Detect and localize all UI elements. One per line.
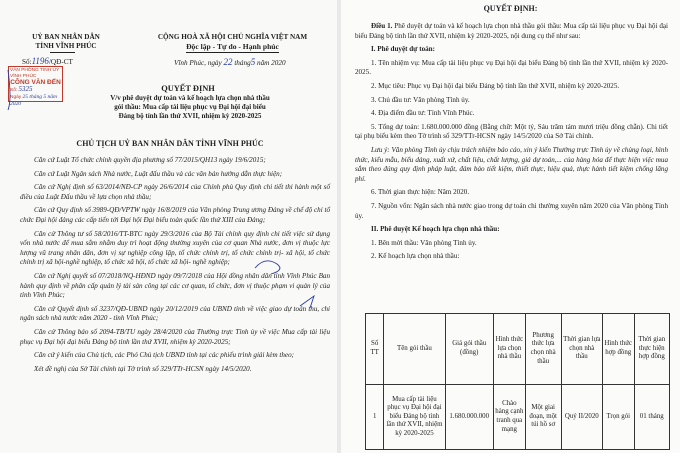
org-line1: UỶ BAN NHÂN DÂN: [32, 33, 100, 41]
table-header-cell: Giá gói thầu (đồng): [445, 314, 493, 385]
estimate-item: 1. Tên nhiệm vụ: Mua cấp tài liệu phục vụ Đại hội đại biểu Đảng bộ tỉnh lần thứ XVII, nhiệm kỳ 2020-2025.: [355, 58, 668, 77]
table-cell: Một giai đoạn, một túi hồ sơ: [525, 385, 561, 450]
basis-paragraph: Căn cứ ý kiến của Chủ tịch, các Phó Chủ tịch UBND tỉnh tại các phiếu trình giải kèm theo;: [34, 351, 294, 360]
table-cell: 1.680.000.000: [445, 385, 493, 450]
estimate-item: 6. Thời gian thực hiện: Năm 2020.: [371, 188, 470, 197]
estimate-item: 7. Nguồn vốn: Ngân sách nhà nước giao trong dự toán chi thường xuyên năm 2020 của Văn phòng Tỉnh ủy.: [355, 201, 668, 220]
table-cell: 1: [366, 385, 384, 450]
table-cell: Quý II/2020: [561, 385, 602, 450]
basis-paragraph: Xét đề nghị của Sở Tài chính tại Tờ trình số 329/TTr-HCSN ngày 14/5/2020.: [34, 364, 252, 373]
plan-item: 1. Bên mời thầu: Văn phòng Tỉnh ủy.: [371, 238, 477, 247]
basis-paragraph: Căn cứ Nghị quyết số 07/2018/NQ-HĐND ngày 09/7/2018 của Hội đồng nhân dân tỉnh Vĩnh Phúc Ban hành quy định về phân cấp quản lý tài sản công tại các cơ quan, tổ chức, đơn vị thuộc phạm vi quản lý của tỉnh Vĩnh Phúc;: [20, 271, 330, 300]
plan-item: 2. Kế hoạch lựa chọn nhà thầu:: [371, 252, 460, 261]
section-II-heading: II. Phê duyệt Kế hoạch lựa chọn nhà thầu:: [371, 225, 500, 234]
org-line2: TỈNH VĨNH PHÚC: [35, 42, 97, 50]
decision-body: [355, 22, 668, 262]
contractor-plan-table: [365, 313, 670, 450]
table-header-cell: Thời gian thực hiện hợp đồng: [634, 314, 669, 385]
handwritten-marks: [0, 0, 337, 453]
table-header-cell: Tên gói thầu: [384, 314, 445, 385]
estimate-item: 3. Chủ đầu tư: Văn phòng Tỉnh ủy.: [371, 95, 470, 104]
estimate-item: 4. Địa điểm đầu tư: Tỉnh Vĩnh Phúc.: [371, 109, 475, 118]
table-header-row: [366, 314, 670, 385]
decision-title: QUYẾT ĐỊNH:: [483, 4, 538, 13]
table-header-cell: Hình thức lựa chọn nhà thầu: [493, 314, 525, 385]
table-header-cell: Phương thức lựa chọn nhà thầu: [525, 314, 561, 385]
basis-paragraph: Căn cứ Quyết định số 3237/QĐ-UBND ngày 20/12/2019 của UBND tỉnh về việc giao dự toán thu, chi ngân sách nhà nước năm 2020 - tỉnh Vĩnh Phúc;: [20, 304, 330, 323]
estimate-item: 2. Mục tiêu: Phục vụ Đại hội đại biểu Đảng bộ tỉnh lần thứ XVII, nhiệm kỳ 2020-2025.: [371, 81, 620, 90]
doc-title: QUYẾT ĐỊNH: [161, 84, 215, 93]
table-header-cell: Thời gian lựa chọn nhà thầu: [561, 314, 602, 385]
date-day-handwritten: 22: [223, 57, 233, 67]
section-I-heading: I. Phê duyệt dự toán:: [371, 45, 435, 54]
table-cell: 01 tháng: [634, 385, 669, 450]
table-header-cell: Hình thức hợp đồng: [602, 314, 634, 385]
table-cell: Trọn gói: [602, 385, 634, 450]
table-cell: Chào hàng cạnh tranh qua mạng: [493, 385, 525, 450]
basis-paragraph: Căn cứ Thông báo số 2094-TB/TU ngày 28/4/2020 của Thường trực Tỉnh ủy về việc Mua cấp tài liệu phục vụ Đại hội đại biểu Đảng bộ tỉnh lần thứ XVII, nhiệm kỳ 2020-2025;: [20, 327, 330, 346]
national-motto-line2: Độc lập - Tự do - Hạnh phúc: [186, 42, 279, 51]
note-paragraph: Lưu ý: Văn phòng Tỉnh ủy chịu trách nhiệm báo cáo, xin ý kiến Thường trực Tỉnh ủy về chủng loại, hình thức, kiểu mẫu, biểu dáng, xuất xứ, chất liệu, chất lượng, giá dự toán,... của hàng hóa để thực hiện việc mua sắm theo đúng quy định pháp luật, đảm bảo tiết kiệm, thiết thực, hiệu quả, thực hành tiết kiệm chống lãng phí.: [355, 145, 668, 183]
doc-number-handwritten: 1196: [31, 56, 49, 66]
basis-paragraph: Căn cứ Luật Ngân sách Nhà nước, Luật đấu thầu và các văn bản hướng dẫn thực hiện;: [34, 169, 283, 178]
article-1: Điều 1. Phê duyệt dự toán và kế hoạch lựa chọn nhà thầu gói thầu: Mua cấp tài liệu phục vụ Đại hội đại biểu Đảng bộ tỉnh lần thứ XVII, nhiệm kỳ 2020-2025, nội dung cụ thể như sau:: [355, 22, 668, 40]
table-row: [366, 385, 670, 450]
basis-paragraph: Căn cứ Thông tư số 58/2016/TT-BTC ngày 29/3/2016 của Bộ Tài chính quy định chi tiết việc sử dụng vốn nhà nước để mua sắm nhằm duy trì hoạt động thường xuyên của cơ quan Nhà nước, đơn vị thuộc lực lượng vũ trang nhân dân, đơn vị sự nghiệp công lập, tổ chức chính trị, tổ chức chính trị- xã hội, tổ chức chính trị xã hội-nghề nghiệp, tổ chức xã hội, tổ chức xã hội- nghề nghiệp;: [20, 229, 330, 267]
doc-number: Số:1196/QĐ-CT: [22, 56, 73, 66]
left-page: [0, 0, 337, 453]
estimate-item: 5. Tổng dự toán: 1.680.000.000 đồng (Bằng chữ: Một tỷ, Sáu trăm tám mươi triệu đồng chẵn). Chi tiết tại phụ biểu kèm theo Tờ trình số 329/TTr-HCSN ngày 14/5/2020 của Sở Tài chính.: [355, 122, 668, 141]
date-month-handwritten: 5: [250, 57, 256, 67]
doc-subject: V/v phê duyệt dự toán và kế hoạch lựa chọn nhà thầu gói thầu: Mua cấp tài liệu phục vụ Đại hội đại biểu Đảng bộ tỉnh lần thứ XVII, nhiệm kỳ 2020-2025: [110, 94, 270, 120]
table-cell: Mua cấp tài liệu phục vụ Đại hội đại biểu Đảng bộ tỉnh lần thứ XVII, nhiệm kỳ 2020-2025: [384, 385, 445, 450]
basis-paragraph: Căn cứ Quy định số 3989-QĐ/VPTW ngày 16/8/2019 của Văn phòng Trung ương Đảng về chế độ chi tổ chức Đại hội đảng các cấp tiến tới Đại hội Đại biểu toàn quốc lần thứ XIII của Đảng;: [20, 206, 330, 224]
right-page: [341, 0, 680, 453]
basis-paragraph: Căn cứ Luật Tổ chức chính quyền địa phương số 77/2015/QH13 ngày 19/6/2015;: [34, 156, 266, 164]
table-header-cell: Số TT: [366, 314, 384, 385]
received-stamp: VĂN PHÒNG TỈNH ỦY VĨNH PHÚC CÔNG VĂN ĐẾN Số: 5325 Ngày 25 tháng 5 năm 2020: [8, 66, 63, 102]
basis-paragraph: Căn cứ Nghị định số 63/2014/NĐ-CP ngày 26/6/2014 của Chính phủ Quy định chi tiết thi hành một số điều của Luật Đấu thầu về lựa chọn nhà thầu;: [20, 183, 330, 201]
issue-date: Vĩnh Phúc, ngày 22 tháng5 năm 2020: [174, 57, 286, 67]
issuing-authority: CHỦ TỊCH UỶ BAN NHÂN DÂN TỈNH VĨNH PHÚC: [76, 139, 264, 148]
national-motto-line1: CỘNG HOÀ XÃ HỘI CHỦ NGHĨA VIỆT NAM: [157, 33, 308, 41]
